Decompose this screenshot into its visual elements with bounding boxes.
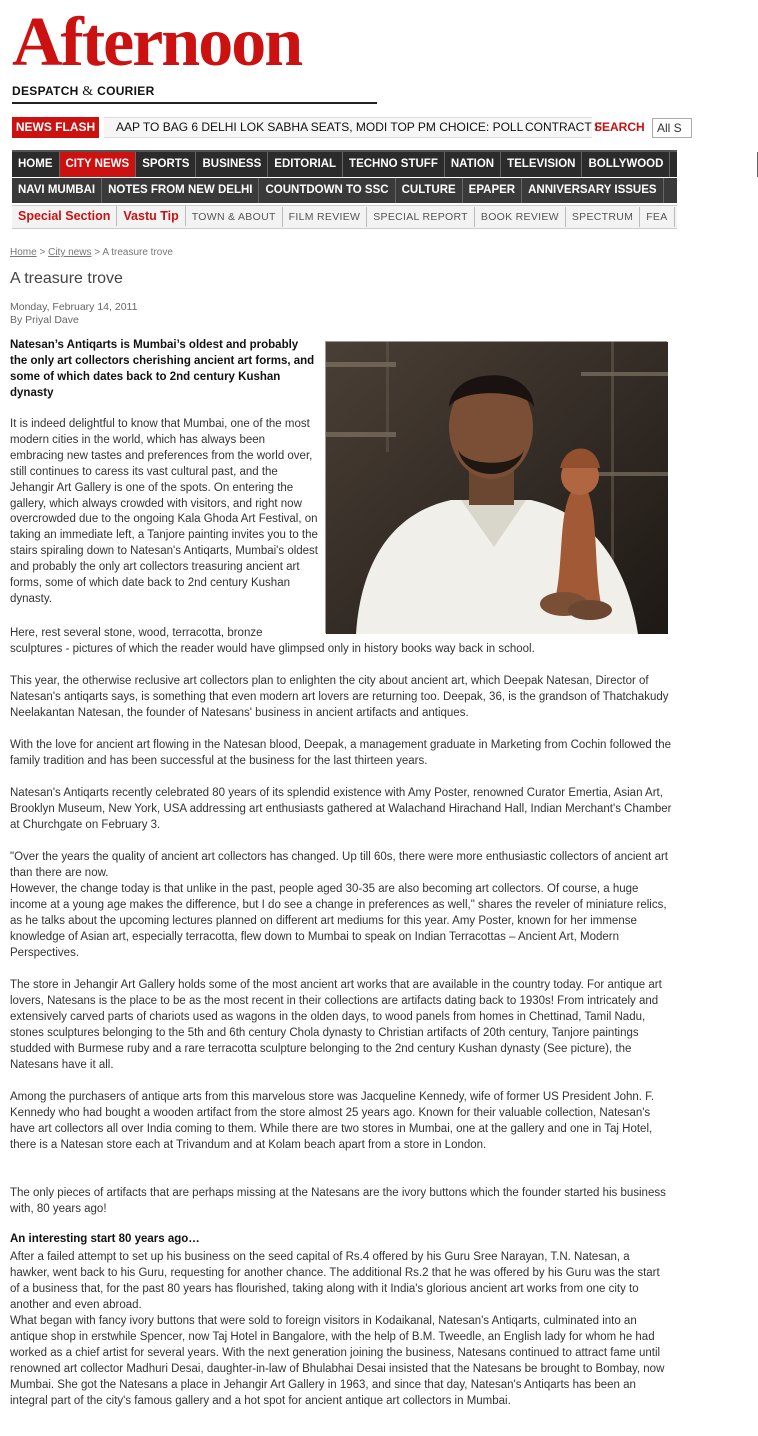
primary-nav [12, 150, 752, 177]
nav-item-business[interactable]: BUSINESS [196, 152, 268, 177]
subtitle-courier: COURIER [97, 84, 155, 98]
section-tab-film-review[interactable]: FILM REVIEW [283, 207, 368, 227]
article-paragraph: After a failed attempt to set up his business on the seed capital of Rs.4 offered by his Guru Sree Narayan, T.N. Natesan, a hawker, went back to his Guru, requesting for another chance. The additional Rs.2 that he was offered by his Guru was the start of a business that, for the past 80 years has flourished, taking along with it India's glorious ancient art works from one city to another and even abroad. [10, 1251, 660, 1311]
ticker-headline[interactable]: AAP TO BAG 6 DELHI LOK SABHA SEATS, MODI TOP PM CHOICE: POLL [116, 120, 524, 134]
nav-item-culture[interactable]: CULTURE [396, 178, 463, 203]
subtitle-ampersand: & [82, 84, 94, 99]
nav-item-techno-stuff[interactable]: TECHNO STUFF [343, 152, 445, 177]
article-paragraph: This year, the otherwise reclusive art collectors plan to enlighten the city about ancient art, which Deepak Natesan, Director of Natesan's antiqarts says, is something that even modern art lovers are returning too. Deepak, 36, is the grandson of Thatchakudy Neelakantan Natesan, the founder of Natesans' business in ancient artifacts and antiques. [10, 675, 669, 719]
nav-item-nation[interactable]: NATION [445, 152, 501, 177]
breadcrumb-separator: > [39, 247, 46, 258]
article-paragraph: Among the purchasers of antique arts from this marvelous store was Jacqueline Kennedy, wife of former US President John. F. Kennedy who had bought a wooden artifact from the store almost 25 years ago. Known for their valuable collection, Natesan's have art collectors all over India coming to them. While there are two stores in Mumbai, one at the gallery and one in Taj Hotel, there is a Natesan store each at Trivandum and at Kolam beach apart from a store in London. [10, 1091, 655, 1151]
nav-item-notes-from-new-delhi[interactable]: NOTES FROM NEW DELHI [102, 178, 259, 203]
article-byline: By Priyal Dave [10, 314, 79, 326]
article-paragraph: The store in Jehangir Art Gallery holds some of the most ancient art works that are available in the country today. For antique art lovers, Natesans is the place to be as the most recent in their collections are artifacts dating back to 1930s! From intricately and extensively carved parts of chariots used as wagons in the olden days, to wood panels from homes in Chettinad, Tamil Nadu, stones sculptures belonging to the 5th and 6th century Chola dynasty to Christian artifacts of 20th century, Tanjore paintings studded with Burmese ruby and a rare terracotta sculpture belonging to the 2nd century Kushan dynasty (See picture), the Natesans have it all. [10, 979, 662, 1071]
nav-item-hollywood[interactable]: HOLLYWOOD [670, 152, 758, 177]
nav-item-television[interactable]: TELEVISION [501, 152, 582, 177]
section-tab-town-and-about[interactable]: TOWN & ABOUT [186, 207, 283, 227]
masthead-divider [12, 102, 377, 104]
photo-illustration [326, 342, 668, 634]
section-tab-spectrum[interactable]: SPECTRUM [566, 207, 640, 227]
nav-item-anniversary-issues[interactable]: ANNIVERSARY ISSUES [522, 178, 663, 203]
breadcrumb-current: A treasure trove [102, 247, 173, 258]
article-paragraph: sculptures - pictures of which the reader would have glimpsed only in history books way back in school. [10, 643, 535, 655]
article-date: Monday, February 14, 2011 [10, 301, 138, 313]
section-tab-special-section[interactable]: Special Section [12, 206, 117, 226]
article-paragraph: However, the change today is that unlike in the past, people aged 30-35 are also becoming art collectors. Of course, a huge income at a young age makes the difference, but I do see a change in preferences as well," shares the reveler of miniature relics, as he talks about the upcoming lectures planned on different art mediums for this year. Amy Poster, known for her immense knowledge of Asian art, especially terracotta, flew down to Mumbai to speak on Indian Terracottas – Ancient Art, Modern Perspectives. [10, 883, 667, 959]
site-logo[interactable]: Afternoon [12, 4, 302, 81]
article-paragraph: Natesan's Antiqarts recently celebrated 80 years of its splendid existence with Amy Poster, renowned Curator Emertia, Asian Art, Brooklyn Museum, New York, USA addressing art enthusiasts gathered at Walachand Hirachand Hall, Indian Merchant's Chamber at Churchgate on February 3. [10, 787, 672, 831]
breadcrumb-city-news[interactable]: City news [48, 247, 92, 258]
search-label: SEARCH [594, 120, 645, 134]
nav-item-sports[interactable]: SPORTS [136, 152, 196, 177]
section-nav [12, 205, 677, 229]
article-paragraph: It is indeed delightful to know that Mumbai, one of the most modern cities in the world, which has always been embracing new tastes and preferences from the world over, still continues to caress its vast cultural past, and the Jehangir Art Gallery is one of the spots. On entering the gallery, which always crowded with visitors, and right now overcrowded due to the ongoing Kala Ghoda Art Festival, on taking an immediate left, a Tanjore painting invites you to the stairs spiraling down to Natesan's Antiqarts, Mumbai's oldest and probably the only art collectors treasuring ancient art forms, some of which date back to 2nd century Kushan dynasty. [10, 418, 319, 605]
news-flash-label: NEWS FLASH [12, 117, 99, 138]
article-title: A treasure trove [10, 270, 123, 287]
secondary-nav [12, 178, 677, 203]
nav-item-bollywood[interactable]: BOLLYWOOD [582, 152, 670, 177]
nav-item-home[interactable]: HOME [12, 152, 60, 177]
breadcrumb [10, 247, 173, 258]
section-tab-book-review[interactable]: BOOK REVIEW [475, 207, 566, 227]
article-paragraph: "Over the years the quality of ancient art collectors has changed. Up till 60s, there were more enthusiastic collectors of ancient art than there are now. [10, 851, 668, 879]
nav-item-countdown-to-ssc[interactable]: COUNTDOWN TO SSC [259, 178, 395, 203]
article-paragraph: Here, rest several stone, wood, terracotta, bronze [10, 627, 263, 639]
nav-item-editorial[interactable]: EDITORIAL [268, 152, 343, 177]
site-subtitle [12, 84, 155, 100]
news-ticker[interactable] [104, 117, 603, 138]
article-lead: Natesan’s Antiqarts is Mumbai’s oldest and probably the only art collectors cherishing ancient art forms, and some of which dates back to 2nd century Kushan dynasty [10, 339, 315, 399]
article-meta [10, 301, 137, 327]
article-photo [325, 341, 667, 633]
breadcrumb-home[interactable]: Home [10, 247, 37, 258]
ticker-headline-next[interactable]: CONTRACT F [525, 120, 603, 134]
subtitle-despatch: DESPATCH [12, 84, 79, 98]
nav-item-navi-mumbai[interactable]: NAVI MUMBAI [12, 178, 102, 203]
nav-item-epaper[interactable]: EPAPER [463, 178, 522, 203]
section-tab-fea[interactable]: FEA [640, 207, 674, 227]
article-subheading: An interesting start 80 years ago… [10, 1233, 200, 1245]
section-tab-special-report[interactable]: SPECIAL REPORT [367, 207, 475, 227]
section-tab-vastu-tip[interactable]: Vastu Tip [117, 206, 185, 226]
article-paragraph: What began with fancy ivory buttons that were sold to foreign visitors in Kodaikanal, Natesan's Antiqarts, culminated into an antique shop in erstwhile Spencer, now Taj Hotel in Bangalore, with the help of B.M. Tweedle, an English lady for whom he had worked as a chief artist for several years. With the next generation joining the business, Natesans continued to attract fame until renowned art collector Madhuri Desai, daughter-in-law of Bhulabhai Desai insisted that the Natesans be brought to Bombay, now Mumbai. She got the Natesans a place in Jehangir Art Gallery in 1963, and since that day, Natesan's Antiqarts has been an integral part of the city's famous gallery and a hot spot for ancient antique art collectors in Mumbai. [10, 1315, 665, 1407]
breadcrumb-separator: > [94, 247, 101, 258]
article-paragraph: With the love for ancient art flowing in the Natesan blood, Deepak, a management graduate in Marketing from Cochin followed the family tradition and has been successful at the business for the last thirteen years. [10, 739, 671, 767]
search-category-select[interactable]: All S [652, 118, 692, 138]
article-paragraph: The only pieces of artifacts that are perhaps missing at the Natesans are the ivory buttons which the founder started his business with, 80 years ago! [10, 1187, 666, 1215]
nav-item-city-news[interactable]: CITY NEWS [60, 152, 137, 177]
